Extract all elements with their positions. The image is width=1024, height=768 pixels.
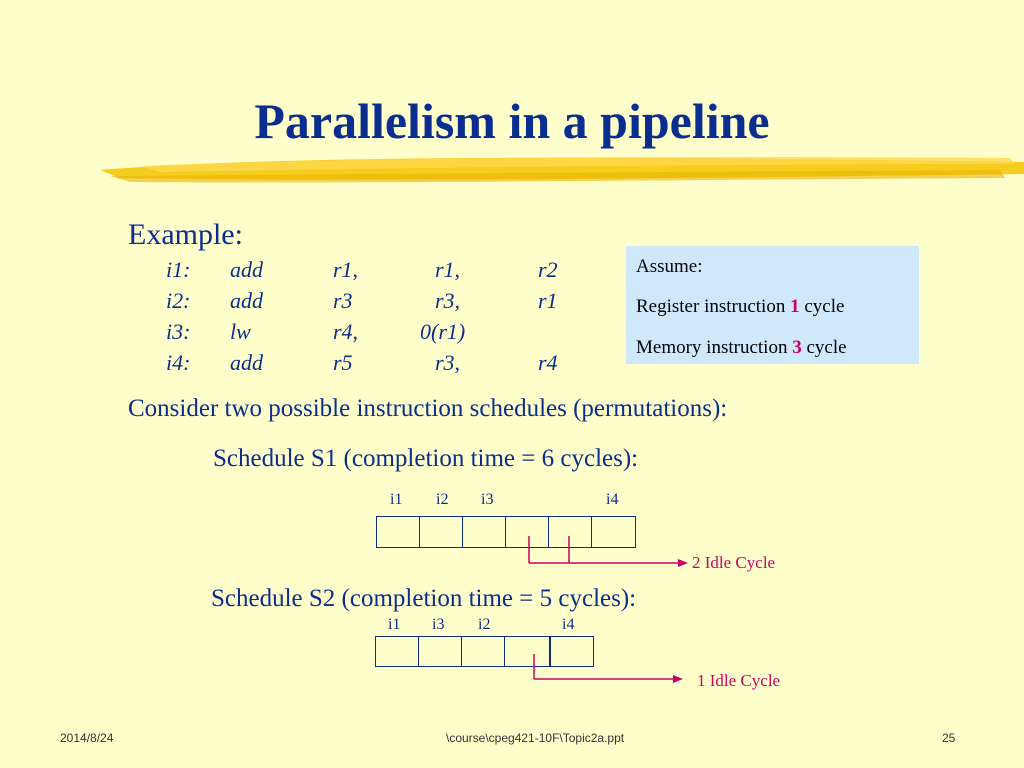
instr-arg-b: r1, bbox=[435, 257, 461, 282]
instr-arg-c: r2 bbox=[538, 257, 558, 282]
s2-label-3: i2 bbox=[478, 616, 491, 633]
assume-heading: Assume: bbox=[636, 256, 703, 277]
instr-op: add bbox=[230, 288, 263, 313]
instr-op: lw bbox=[230, 319, 251, 344]
s2-label-1: i1 bbox=[388, 616, 401, 633]
s2-cycle-cell bbox=[375, 636, 419, 667]
instr-arg-c: r4 bbox=[538, 350, 558, 375]
consider-text: Consider two possible instruction schedules (permutations): bbox=[128, 395, 728, 422]
instruction-row-3 bbox=[0, 319, 620, 349]
s1-idle-arrow bbox=[520, 530, 690, 575]
instruction-row-2 bbox=[0, 288, 620, 318]
s2-cycle-cell bbox=[418, 636, 462, 667]
instr-id: i2: bbox=[166, 288, 191, 313]
assume-memory-line: Memory instruction 3 cycle bbox=[636, 337, 847, 358]
s1-cycle-cell bbox=[419, 516, 463, 548]
instruction-row-4 bbox=[0, 350, 620, 380]
s2-label-2: i3 bbox=[432, 616, 445, 633]
instr-id: i4: bbox=[166, 350, 191, 375]
footer-path: \course\cpeg421-10F\Topic2a.ppt bbox=[446, 731, 625, 745]
s2-label-4: i4 bbox=[562, 616, 575, 633]
instruction-row-1 bbox=[0, 257, 620, 287]
footer-date: 2014/8/24 bbox=[60, 731, 114, 745]
instr-arg-b: r3, bbox=[435, 350, 461, 375]
instr-arg-a: r1, bbox=[333, 257, 359, 282]
instr-op: add bbox=[230, 350, 263, 375]
assume-box bbox=[626, 246, 919, 364]
instr-op: add bbox=[230, 257, 263, 282]
schedule-s2-title: Schedule S2 (completion time = 5 cycles): bbox=[211, 585, 637, 612]
instr-id: i1: bbox=[166, 257, 191, 282]
s1-label-3: i3 bbox=[481, 491, 494, 508]
instr-arg-b: 0(r1) bbox=[420, 319, 466, 344]
s1-label-2: i2 bbox=[436, 491, 449, 508]
instr-arg-a: r5 bbox=[333, 350, 353, 375]
memory-cycle-count: 3 bbox=[792, 337, 802, 358]
instr-arg-b: r3, bbox=[435, 288, 461, 313]
slide-title: Parallelism in a pipeline bbox=[254, 93, 770, 149]
example-label: Example: bbox=[128, 218, 243, 251]
yellow-brush-stroke bbox=[100, 148, 1024, 188]
s1-cycle-cell bbox=[462, 516, 506, 548]
instr-arg-c: r1 bbox=[538, 288, 558, 313]
s1-label-4: i4 bbox=[606, 491, 619, 508]
s2-idle-label: 1 Idle Cycle bbox=[697, 671, 781, 690]
instr-arg-a: r3 bbox=[333, 288, 353, 313]
s2-cycle-cell bbox=[461, 636, 505, 667]
s1-cycle-cell bbox=[376, 516, 420, 548]
register-cycle-count: 1 bbox=[790, 296, 800, 317]
assume-register-line: Register instruction 1 cycle bbox=[636, 296, 845, 317]
schedule-s1-title: Schedule S1 (completion time = 6 cycles): bbox=[213, 445, 639, 472]
instr-arg-a: r4, bbox=[333, 319, 359, 344]
s2-idle-arrow bbox=[525, 650, 685, 690]
s1-idle-label: 2 Idle Cycle bbox=[692, 553, 776, 572]
footer-page-number: 25 bbox=[942, 731, 956, 745]
instr-id: i3: bbox=[166, 319, 191, 344]
s1-label-1: i1 bbox=[390, 491, 403, 508]
